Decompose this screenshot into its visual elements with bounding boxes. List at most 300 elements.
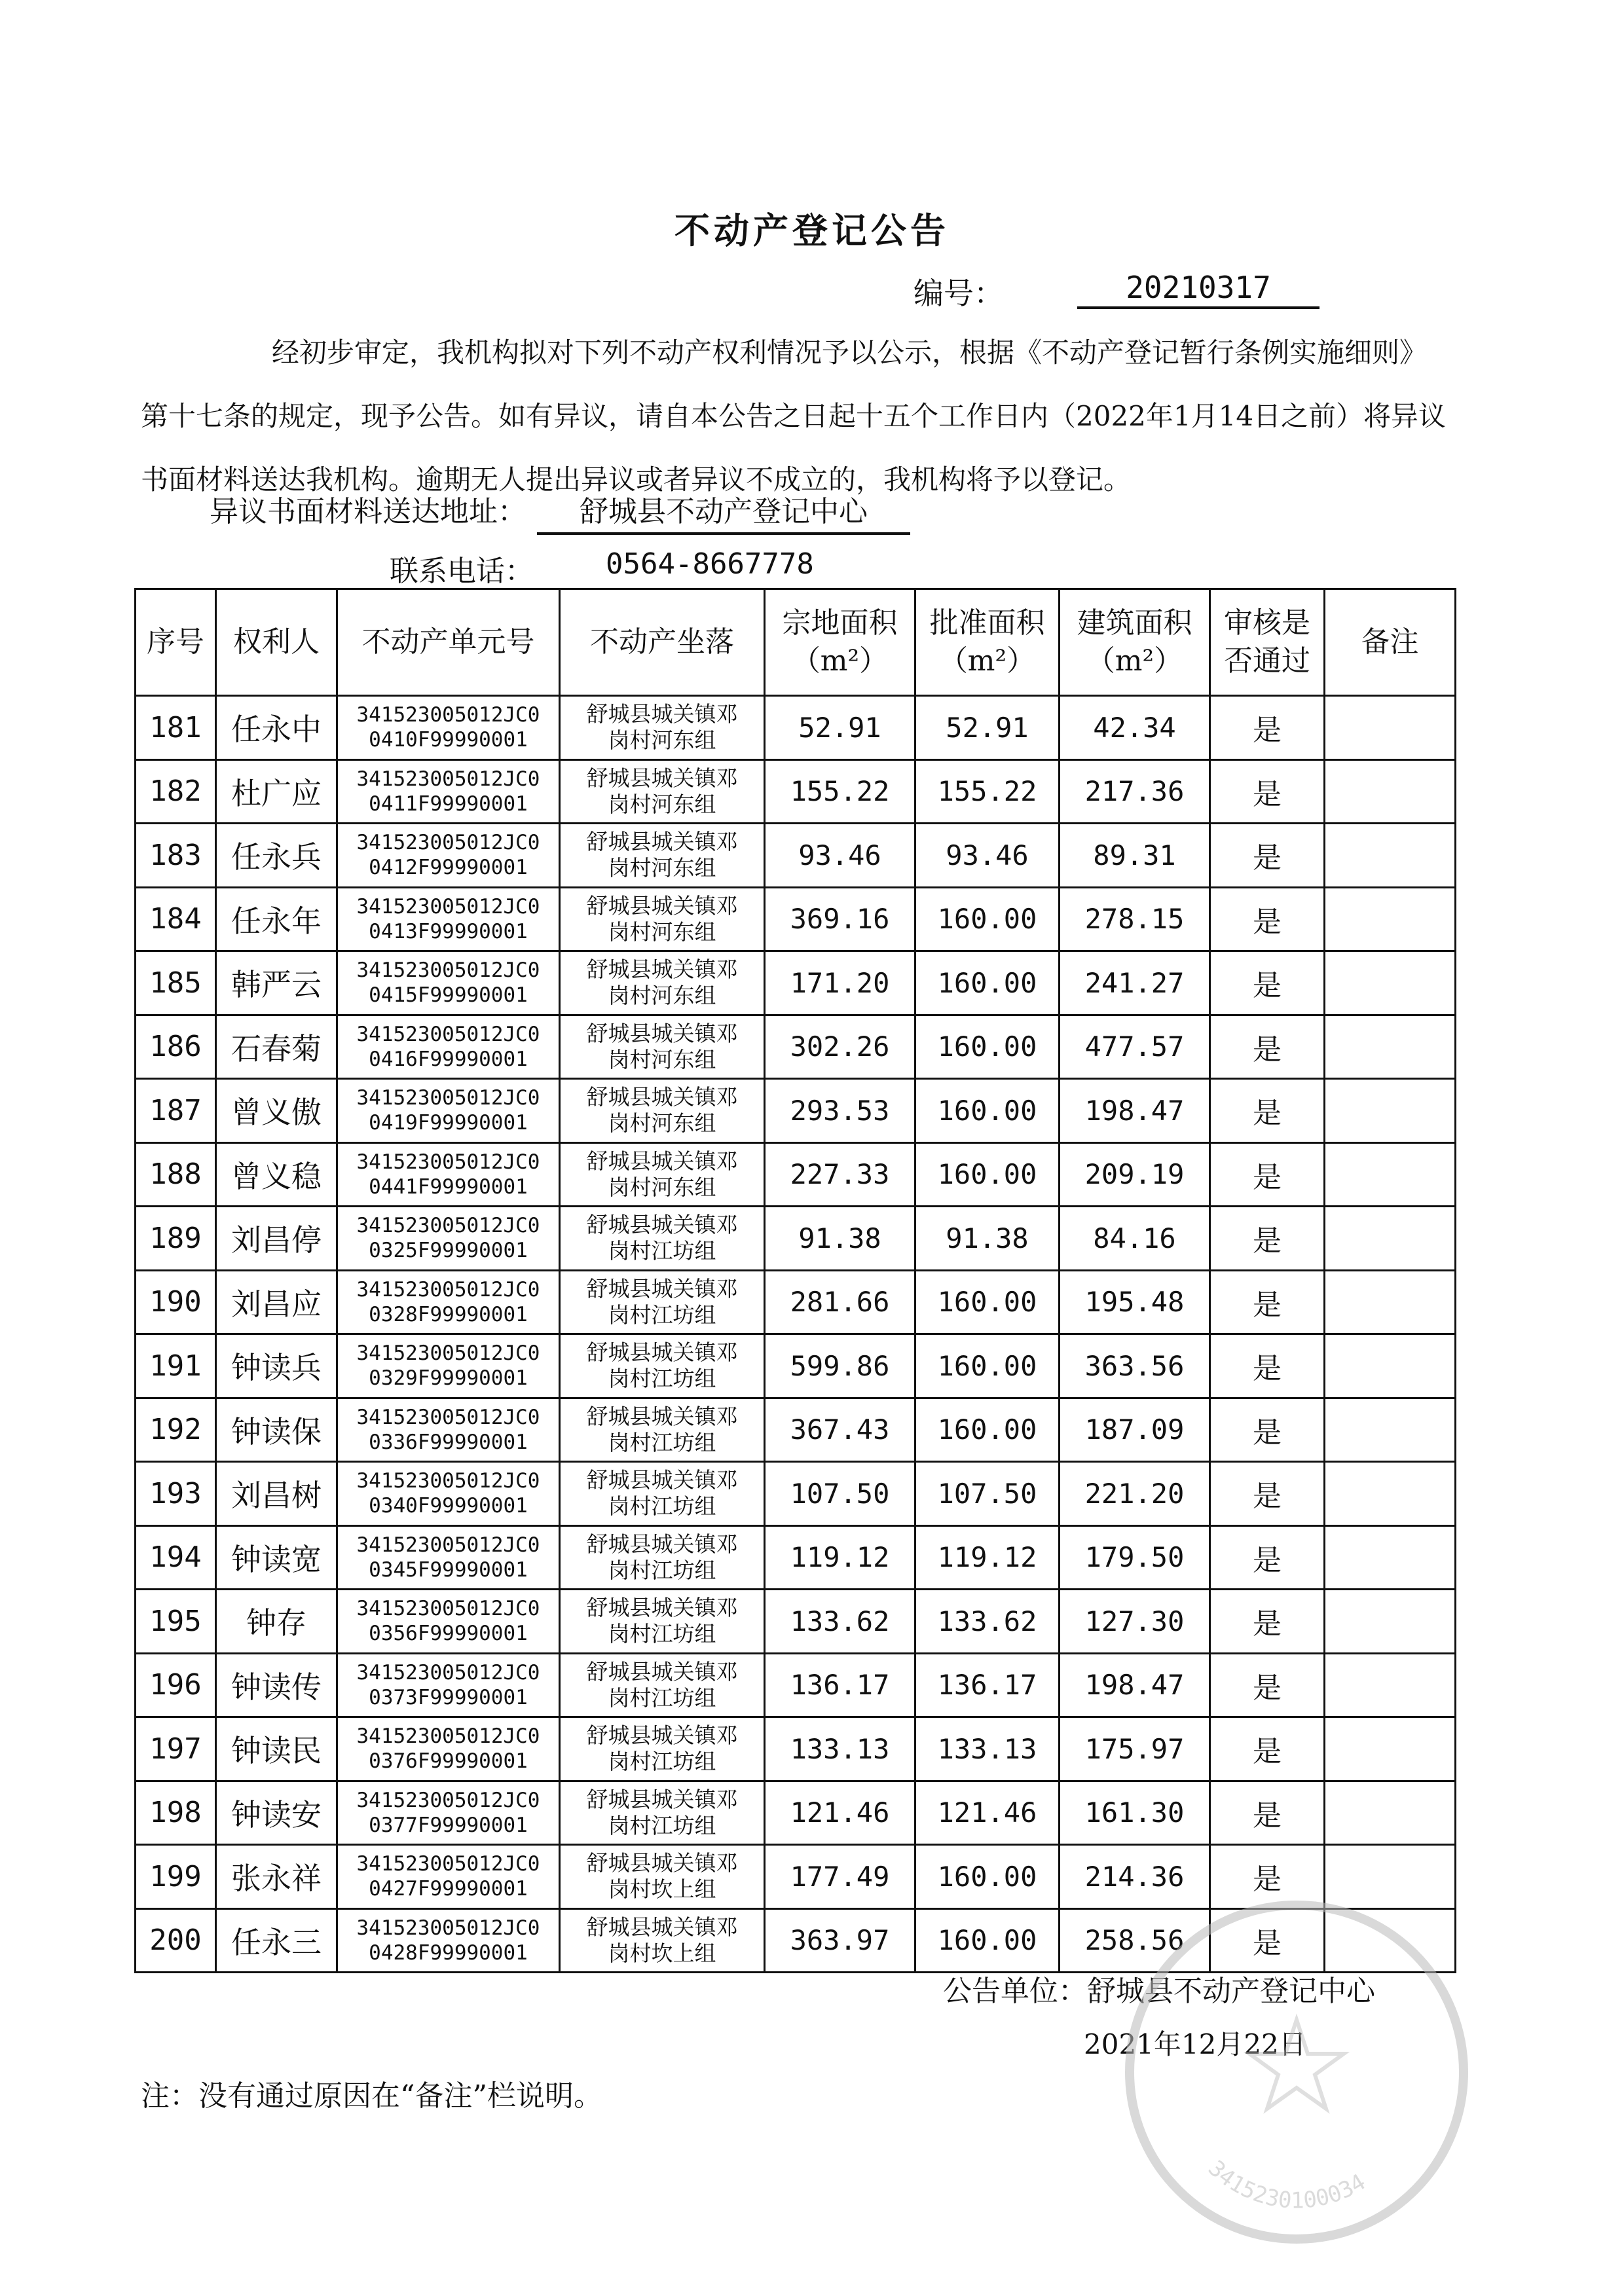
row-no: 199 (136, 1845, 216, 1909)
location-line: 岗村坎上组 (608, 1940, 716, 1966)
row-passed: 是 (1210, 1590, 1325, 1654)
location-line: 舒城县城关镇邓 (586, 1339, 738, 1366)
row-passed: 是 (1210, 1845, 1325, 1909)
row-unit (337, 1590, 560, 1654)
unit-number-line: 0410F99990001 (369, 728, 528, 752)
location-line: 岗村江坊组 (608, 1238, 716, 1264)
row-holder: 钟读民 (216, 1717, 337, 1781)
phone-number: 0564-8667778 (606, 547, 814, 581)
row-building-area: 214.36 (1060, 1845, 1210, 1909)
row-location (560, 1462, 765, 1526)
table-row (136, 1079, 1456, 1143)
row-land-area: 227.33 (765, 1142, 915, 1207)
unit-number-line: 341523005012JC0 (356, 958, 540, 983)
row-passed: 是 (1210, 1653, 1325, 1717)
row-land-area: 93.46 (765, 824, 915, 888)
row-holder: 任永中 (216, 696, 337, 760)
row-approved-area: 160.00 (915, 1334, 1060, 1398)
row-passed: 是 (1210, 1781, 1325, 1845)
row-holder: 钟读传 (216, 1653, 337, 1717)
unit-number-line: 341523005012JC0 (356, 1022, 540, 1046)
issue-date: 2021年12月22日 (1084, 2028, 1306, 2060)
row-location (560, 1717, 765, 1781)
row-land-area: 281.66 (765, 1270, 915, 1334)
unit-number-line: 341523005012JC0 (356, 1916, 540, 1940)
location-line: 岗村江坊组 (608, 1557, 716, 1583)
unit-number-line: 0325F99990001 (369, 1239, 528, 1263)
row-unit (337, 1079, 560, 1143)
row-holder: 任永年 (216, 887, 337, 951)
row-no: 187 (136, 1079, 216, 1143)
table-row (136, 1590, 1456, 1654)
unit-number-line: 0428F99990001 (369, 1941, 528, 1965)
row-unit (337, 696, 560, 760)
location-line: 岗村江坊组 (608, 1621, 716, 1647)
location-line: 岗村江坊组 (608, 1685, 716, 1711)
row-no: 184 (136, 887, 216, 951)
row-building-area: 198.47 (1060, 1653, 1210, 1717)
row-passed: 是 (1210, 1908, 1325, 1973)
row-building-area: 258.56 (1060, 1908, 1210, 1973)
location-line: 舒城县城关镇邓 (586, 1850, 738, 1876)
location-line: 岗村江坊组 (608, 1429, 716, 1455)
row-building-area: 217.36 (1060, 759, 1210, 824)
row-holder: 钟读保 (216, 1398, 337, 1462)
row-building-area: 477.57 (1060, 1015, 1210, 1079)
row-no: 194 (136, 1525, 216, 1590)
registration-table (134, 588, 1456, 1973)
table-row (136, 1207, 1456, 1271)
row-building-area: 363.56 (1060, 1334, 1210, 1398)
row-no: 182 (136, 759, 216, 824)
row-remark (1325, 1207, 1456, 1271)
row-land-area: 133.13 (765, 1717, 915, 1781)
location-line: 舒城县城关镇邓 (586, 1786, 738, 1812)
row-holder: 杜广应 (216, 759, 337, 824)
row-unit (337, 1398, 560, 1462)
row-remark (1325, 1653, 1456, 1717)
row-holder: 任永三 (216, 1908, 337, 1973)
unit-number-line: 341523005012JC0 (356, 1469, 540, 1493)
row-holder: 曾义稳 (216, 1142, 337, 1207)
row-land-area: 363.97 (765, 1908, 915, 1973)
row-passed: 是 (1210, 759, 1325, 824)
unit-number-line: 0328F99990001 (369, 1302, 528, 1326)
table-row (136, 1334, 1456, 1398)
location-line: 舒城县城关镇邓 (586, 892, 738, 919)
table-row (136, 887, 1456, 951)
row-passed: 是 (1210, 696, 1325, 760)
row-passed: 是 (1210, 1334, 1325, 1398)
row-building-area: 127.30 (1060, 1590, 1210, 1654)
row-unit (337, 1142, 560, 1207)
row-approved-area: 93.46 (915, 824, 1060, 888)
unit-number-line: 341523005012JC0 (356, 1405, 540, 1429)
row-holder: 刘昌停 (216, 1207, 337, 1271)
row-remark (1325, 1781, 1456, 1845)
unit-number-line: 0345F99990001 (369, 1558, 528, 1582)
row-approved-area: 160.00 (915, 1908, 1060, 1973)
row-approved-area: 91.38 (915, 1207, 1060, 1271)
row-location (560, 1334, 765, 1398)
location-line: 舒城县城关镇邓 (586, 765, 738, 791)
row-land-area: 119.12 (765, 1525, 915, 1590)
row-location (560, 824, 765, 888)
row-no: 200 (136, 1908, 216, 1973)
row-unit (337, 951, 560, 1015)
row-location (560, 1142, 765, 1207)
header-passed: 审核是否通过 (1210, 589, 1325, 696)
row-location (560, 1908, 765, 1973)
row-remark (1325, 1270, 1456, 1334)
row-approved-area: 121.46 (915, 1781, 1060, 1845)
row-land-area: 107.50 (765, 1462, 915, 1526)
row-approved-area: 160.00 (915, 1142, 1060, 1207)
location-line: 岗村河东组 (608, 1046, 716, 1072)
row-remark (1325, 951, 1456, 1015)
location-line: 舒城县城关镇邓 (586, 1020, 738, 1046)
row-passed: 是 (1210, 824, 1325, 888)
page-title: 不动产登记公告 (674, 210, 950, 251)
row-building-area: 209.19 (1060, 1142, 1210, 1207)
unit-number-line: 341523005012JC0 (356, 831, 540, 855)
row-building-area: 187.09 (1060, 1398, 1210, 1462)
row-building-area: 195.48 (1060, 1270, 1210, 1334)
row-remark (1325, 1142, 1456, 1207)
row-location (560, 1525, 765, 1590)
row-land-area: 302.26 (765, 1015, 915, 1079)
row-unit (337, 1334, 560, 1398)
row-passed: 是 (1210, 887, 1325, 951)
row-building-area: 84.16 (1060, 1207, 1210, 1271)
row-approved-area: 107.50 (915, 1462, 1060, 1526)
row-building-area: 278.15 (1060, 887, 1210, 951)
row-holder: 钟读安 (216, 1781, 337, 1845)
row-unit (337, 824, 560, 888)
location-line: 舒城县城关镇邓 (586, 829, 738, 855)
issuing-unit: 公告单位：舒城县不动产登记中心 (943, 1975, 1375, 2008)
row-remark (1325, 1717, 1456, 1781)
row-land-area: 155.22 (765, 759, 915, 824)
unit-number-line: 341523005012JC0 (356, 1788, 540, 1812)
unit-number-line: 341523005012JC0 (356, 1341, 540, 1366)
row-approved-area: 52.91 (915, 696, 1060, 760)
unit-number-line: 341523005012JC0 (356, 1660, 540, 1685)
unit-number-line: 0329F99990001 (369, 1366, 528, 1391)
location-line: 舒城县城关镇邓 (586, 1148, 738, 1174)
row-building-area: 198.47 (1060, 1079, 1210, 1143)
row-land-area: 171.20 (765, 951, 915, 1015)
row-holder: 张永祥 (216, 1845, 337, 1909)
official-seal-icon (1113, 1889, 1480, 2255)
row-land-area: 91.38 (765, 1207, 915, 1271)
row-location (560, 1079, 765, 1143)
row-no: 181 (136, 696, 216, 760)
unit-number-line: 0419F99990001 (369, 1111, 528, 1135)
unit-number-line: 0412F99990001 (369, 856, 528, 880)
row-location (560, 696, 765, 760)
unit-number-line: 341523005012JC0 (356, 1597, 540, 1621)
row-holder: 刘昌树 (216, 1462, 337, 1526)
serial-number: 20210317 (1077, 270, 1320, 309)
row-approved-area: 133.13 (915, 1717, 1060, 1781)
unit-number-line: 0376F99990001 (369, 1749, 528, 1774)
row-unit (337, 1525, 560, 1590)
row-unit (337, 1015, 560, 1079)
row-location (560, 1398, 765, 1462)
row-land-area: 121.46 (765, 1781, 915, 1845)
row-unit (337, 1207, 560, 1271)
row-building-area: 179.50 (1060, 1525, 1210, 1590)
row-location (560, 951, 765, 1015)
table-row (136, 1270, 1456, 1334)
unit-number-line: 0340F99990001 (369, 1494, 528, 1518)
row-passed: 是 (1210, 951, 1325, 1015)
table-row (136, 759, 1456, 824)
location-line: 舒城县城关镇邓 (586, 1212, 738, 1238)
row-approved-area: 160.00 (915, 951, 1060, 1015)
row-unit (337, 1462, 560, 1526)
row-no: 193 (136, 1462, 216, 1526)
row-remark (1325, 1462, 1456, 1526)
row-remark (1325, 1590, 1456, 1654)
row-no: 188 (136, 1142, 216, 1207)
table-row (136, 824, 1456, 888)
row-location (560, 1590, 765, 1654)
row-passed: 是 (1210, 1462, 1325, 1526)
row-holder: 石春菊 (216, 1015, 337, 1079)
row-unit (337, 1653, 560, 1717)
location-line: 舒城县城关镇邓 (586, 1914, 738, 1940)
unit-number-line: 341523005012JC0 (356, 1277, 540, 1302)
header-land-area: 宗地面积（m²） (765, 589, 915, 696)
row-passed: 是 (1210, 1015, 1325, 1079)
row-holder: 任永兵 (216, 824, 337, 888)
row-passed: 是 (1210, 1079, 1325, 1143)
table-header-row (136, 589, 1456, 696)
row-holder: 钟存 (216, 1590, 337, 1654)
row-land-area: 177.49 (765, 1845, 915, 1909)
row-remark (1325, 824, 1456, 888)
row-approved-area: 160.00 (915, 1398, 1060, 1462)
row-location (560, 1653, 765, 1717)
table-row (136, 1015, 1456, 1079)
row-passed: 是 (1210, 1142, 1325, 1207)
row-location (560, 887, 765, 951)
row-unit (337, 1845, 560, 1909)
unit-number-line: 0373F99990001 (369, 1685, 528, 1709)
row-unit (337, 759, 560, 824)
location-line: 岗村河东组 (608, 1110, 716, 1137)
row-location (560, 1781, 765, 1845)
row-remark (1325, 759, 1456, 824)
row-passed: 是 (1210, 1270, 1325, 1334)
row-unit (337, 1270, 560, 1334)
table-row (136, 1142, 1456, 1207)
row-building-area: 42.34 (1060, 696, 1210, 760)
row-approved-area: 160.00 (915, 1015, 1060, 1079)
objection-address-label: 异议书面材料送达地址： (210, 495, 526, 528)
row-remark (1325, 887, 1456, 951)
table-row (136, 951, 1456, 1015)
location-line: 舒城县城关镇邓 (586, 1275, 738, 1302)
row-holder: 钟读宽 (216, 1525, 337, 1590)
header-unit: 不动产单元号 (337, 589, 560, 696)
table-row (136, 1525, 1456, 1590)
row-land-area: 369.16 (765, 887, 915, 951)
row-holder: 曾义傲 (216, 1079, 337, 1143)
row-holder: 刘昌应 (216, 1270, 337, 1334)
row-holder: 韩严云 (216, 951, 337, 1015)
location-line: 舒城县城关镇邓 (586, 701, 738, 727)
row-remark (1325, 1334, 1456, 1398)
row-no: 190 (136, 1270, 216, 1334)
row-no: 185 (136, 951, 216, 1015)
row-unit (337, 1908, 560, 1973)
row-no: 196 (136, 1653, 216, 1717)
unit-number-line: 341523005012JC0 (356, 1214, 540, 1238)
location-line: 岗村坎上组 (608, 1876, 716, 1903)
unit-number-line: 341523005012JC0 (356, 1533, 540, 1557)
location-line: 岗村江坊组 (608, 1302, 716, 1328)
seal-number: 3415230100034 (1203, 2155, 1371, 2214)
row-approved-area: 160.00 (915, 1270, 1060, 1334)
intro-paragraph: 经初步审定，我机构拟对下列不动产权利情况予以公示，根据《不动产登记暂行条例实施细则》第十七条的规定，现予公告。如有异议，请自本公告之日起十五个工作日内（2022年1月14日之前）将异议书面材料送达我机构。逾期无人提出异议或者异议不成立的，我机构将予以登记。 (141, 337, 1447, 496)
table-row (136, 1781, 1456, 1845)
unit-number-line: 341523005012JC0 (356, 1150, 540, 1174)
unit-number-line: 0356F99990001 (369, 1622, 528, 1646)
row-no: 198 (136, 1781, 216, 1845)
objection-address: 舒城县不动产登记中心 (537, 488, 910, 535)
location-line: 岗村江坊组 (608, 1366, 716, 1392)
unit-number-line: 0336F99990001 (369, 1430, 528, 1454)
row-passed: 是 (1210, 1398, 1325, 1462)
row-location (560, 1207, 765, 1271)
row-building-area: 161.30 (1060, 1781, 1210, 1845)
row-approved-area: 136.17 (915, 1653, 1060, 1717)
row-approved-area: 119.12 (915, 1525, 1060, 1590)
row-land-area: 136.17 (765, 1653, 915, 1717)
unit-number-line: 0413F99990001 (369, 919, 528, 943)
header-remark: 备注 (1325, 589, 1456, 696)
location-line: 舒城县城关镇邓 (586, 1722, 738, 1749)
location-line: 舒城县城关镇邓 (586, 957, 738, 983)
row-no: 197 (136, 1717, 216, 1781)
row-passed: 是 (1210, 1207, 1325, 1271)
row-remark (1325, 1525, 1456, 1590)
unit-number-line: 0441F99990001 (369, 1175, 528, 1199)
row-approved-area: 155.22 (915, 759, 1060, 824)
registration-table-container (134, 588, 1456, 1973)
row-land-area: 293.53 (765, 1079, 915, 1143)
row-unit (337, 1717, 560, 1781)
row-approved-area: 160.00 (915, 1079, 1060, 1143)
unit-number-line: 341523005012JC0 (356, 1852, 540, 1876)
row-remark (1325, 696, 1456, 760)
row-no: 191 (136, 1334, 216, 1398)
row-no: 186 (136, 1015, 216, 1079)
location-line: 岗村河东组 (608, 919, 716, 945)
unit-number-line: 341523005012JC0 (356, 767, 540, 791)
location-line: 岗村河东组 (608, 983, 716, 1009)
row-passed: 是 (1210, 1525, 1325, 1590)
unit-number-line: 341523005012JC0 (356, 894, 540, 919)
row-no: 195 (136, 1590, 216, 1654)
row-location (560, 1845, 765, 1909)
row-remark (1325, 1015, 1456, 1079)
row-remark (1325, 1398, 1456, 1462)
row-location (560, 1270, 765, 1334)
row-land-area: 599.86 (765, 1334, 915, 1398)
unit-number-line: 0416F99990001 (369, 1047, 528, 1071)
row-remark (1325, 1079, 1456, 1143)
location-line: 舒城县城关镇邓 (586, 1658, 738, 1685)
row-building-area: 241.27 (1060, 951, 1210, 1015)
unit-number-line: 341523005012JC0 (356, 1086, 540, 1110)
location-line: 岗村河东组 (608, 791, 716, 817)
table-row (136, 696, 1456, 760)
row-passed: 是 (1210, 1717, 1325, 1781)
row-approved-area: 160.00 (915, 887, 1060, 951)
location-line: 舒城县城关镇邓 (586, 1403, 738, 1429)
location-line: 岗村河东组 (608, 727, 716, 754)
row-approved-area: 133.62 (915, 1590, 1060, 1654)
phone-label: 联系电话： (390, 555, 534, 588)
row-land-area: 133.62 (765, 1590, 915, 1654)
table-row (136, 1717, 1456, 1781)
location-line: 岗村河东组 (608, 1174, 716, 1200)
header-approved-area: 批准面积（m²） (915, 589, 1060, 696)
row-building-area: 89.31 (1060, 824, 1210, 888)
header-location: 不动产坐落 (560, 589, 765, 696)
header-no: 序号 (136, 589, 216, 696)
header-holder: 权利人 (216, 589, 337, 696)
location-line: 舒城县城关镇邓 (586, 1531, 738, 1557)
row-location (560, 759, 765, 824)
location-line: 舒城县城关镇邓 (586, 1595, 738, 1621)
table-row (136, 1462, 1456, 1526)
row-building-area: 221.20 (1060, 1462, 1210, 1526)
serial-label: 编号： (913, 276, 1004, 311)
location-line: 舒城县城关镇邓 (586, 1084, 738, 1110)
location-line: 岗村江坊组 (608, 1749, 716, 1775)
unit-number-line: 0415F99990001 (369, 983, 528, 1008)
row-unit (337, 887, 560, 951)
row-approved-area: 160.00 (915, 1845, 1060, 1909)
row-holder: 钟读兵 (216, 1334, 337, 1398)
row-no: 189 (136, 1207, 216, 1271)
row-no: 183 (136, 824, 216, 888)
row-unit (337, 1781, 560, 1845)
table-row (136, 1398, 1456, 1462)
unit-number-line: 341523005012JC0 (356, 1724, 540, 1749)
row-land-area: 367.43 (765, 1398, 915, 1462)
location-line: 舒城县城关镇邓 (586, 1467, 738, 1493)
location-line: 岗村江坊组 (608, 1493, 716, 1520)
row-land-area: 52.91 (765, 696, 915, 760)
row-building-area: 175.97 (1060, 1717, 1210, 1781)
row-no: 192 (136, 1398, 216, 1462)
unit-number-line: 0377F99990001 (369, 1813, 528, 1837)
footnote: 注：没有通过原因在“备注”栏说明。 (141, 2079, 602, 2113)
unit-number-line: 0411F99990001 (369, 792, 528, 816)
header-building-area: 建筑面积（m²） (1060, 589, 1210, 696)
row-location (560, 1015, 765, 1079)
table-row (136, 1653, 1456, 1717)
unit-number-line: 0427F99990001 (369, 1877, 528, 1901)
location-line: 岗村江坊组 (608, 1812, 716, 1838)
unit-number-line: 341523005012JC0 (356, 703, 540, 727)
